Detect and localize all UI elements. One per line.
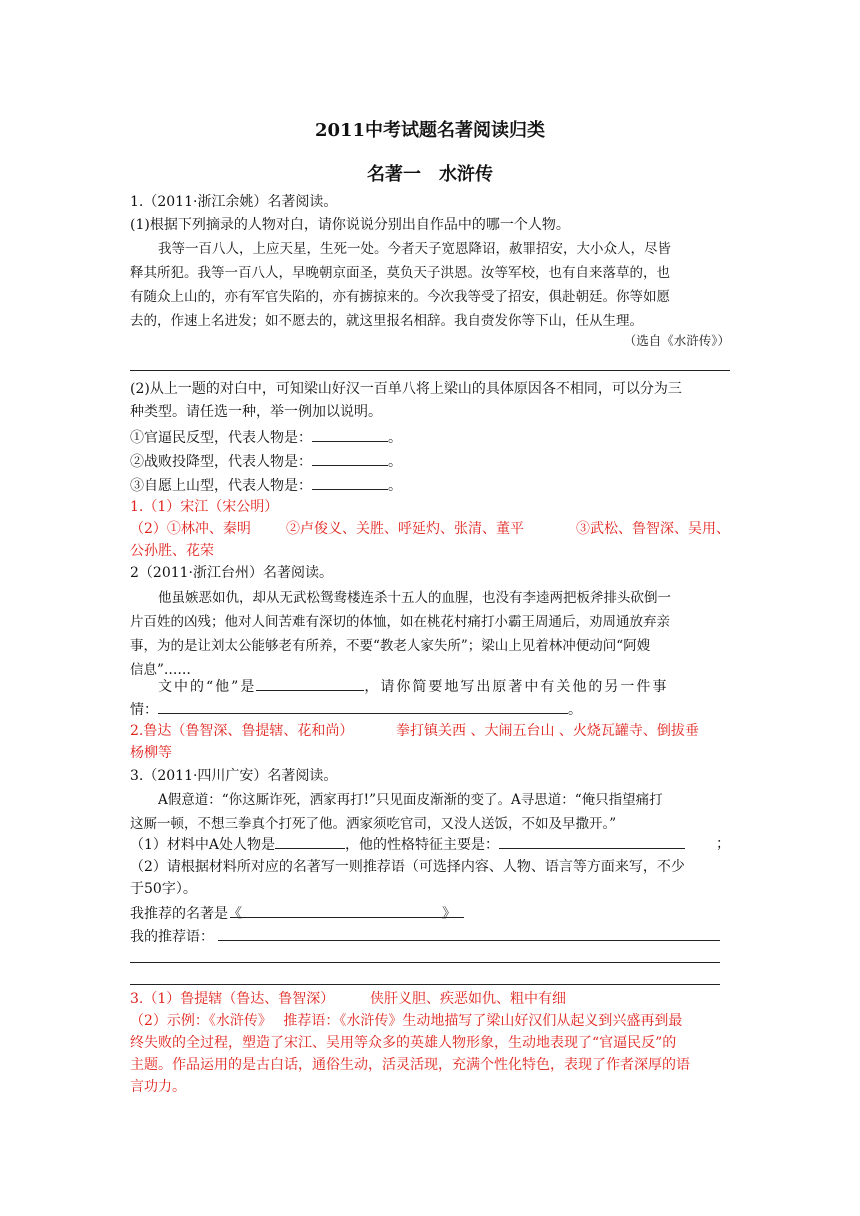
answer-text: 主题。作品运用的是古白话，通俗生动，活灵活现，充满个性化特色，表现了作者深厚的语 [130,1057,690,1073]
fill-blank[interactable] [312,426,388,442]
book-underline [230,917,464,918]
answer-text: 3.（1）鲁提辖（鲁达、鲁智深） [130,991,335,1007]
fill-blank[interactable] [256,675,364,691]
question-1-sub1: (1)根据下列摘录的人物对白，请你说说分别出自作品中的哪一个人物。 [130,217,570,233]
passage-line: 片百姓的凶残；他对人间苦难有深切的体恤，如在桃花村痛打小霸王周通后，劝周通放弃亲 [130,614,670,630]
answer-text: 杨柳等 [130,745,172,761]
answer-text: 终失败的全过程，塑造了宋江、吴用等众多的英雄人物形象，生动地表现了“官逼民反”的 [130,1035,677,1051]
answer-text: 侠肝义胆、疾恶如仇、粗中有细 [370,991,566,1007]
passage-source: （选自《水浒传》） [623,333,730,348]
answer-text: 言功力。 [130,1079,186,1095]
question-2-prompt-cont: 情： 。 [130,698,582,721]
recommend-words-label: 我的推荐语： [130,929,214,945]
fill-blank[interactable] [312,450,388,466]
question-3-sub2-line: 于50字）。 [130,881,197,897]
type-row: ①官逼民反型，代表人物是： 。 [130,426,402,449]
question-3-label: 3.（2011·四川广安）名著阅读。 [130,768,338,784]
type-label: ②战败投降型，代表人物是： [130,454,312,470]
answer-text: 2.鲁达（鲁智深、鲁提辖、花和尚） [130,723,354,739]
passage-line: 事，为的是让刘太公能够老有所养，不要“教老人家失所”；梁山上见着林冲便动问“阿嫂 [130,638,651,654]
recommend-book-row: 我推荐的名著是《 》 [130,902,456,925]
fill-blank[interactable] [242,902,442,918]
section-heading: 名著一 水浒传 [367,164,493,185]
answer-line [130,370,730,371]
passage-line: 去的，作速上名进发；如不愿去的，就这里报名相辞。我自赍发你等下山，任从生理。 [130,313,643,329]
answer-text: ③武松、鲁智深、吴用、 [576,521,730,537]
passage-line: 信息”…… [130,662,191,678]
punctuation: ； [716,836,730,852]
answer-line[interactable] [130,984,720,985]
passage-line: 有随众上山的，亦有军官失陷的，亦有掳掠来的。今次我等受了招安，俱赴朝廷。你等如愿 [130,289,670,305]
answer-text: 拳打镇关西 、大闹五台山 、火烧瓦罐寺、倒拔垂 [396,723,699,739]
answer-line[interactable] [130,962,720,963]
question-2-prompt: 文中的“他”是 ，请你简要地写出原著中有关他的另一件事 [158,675,668,698]
passage-line: 他虽嫉恶如仇，却从无武松鸳鸯楼连杀十五人的血腥，也没有李逵两把板斧排头砍倒一 [158,590,671,606]
answer-text: （2）示例：《水浒传》 推荐语：《水浒传》生动地描写了梁山好汉们从起义到兴盛再到最 [130,1013,683,1029]
passage-line: 这厮一顿，不想三拳真个打死了他。洒家须吃官司，又没人送饭，不如及早撒开。” [130,816,617,832]
answer-text: （2）①林冲、秦明 [130,521,251,537]
passage-line: 释其所犯。我等一百八人，早晚朝京面圣，莫负天子洪恩。汝等军校，也有自来落草的，也 [130,265,670,281]
question-1-label: 1.（2011·浙江余姚）名著阅读。 [130,194,338,210]
passage-line: A假意道：“你这厮诈死，洒家再打!”只见面皮渐渐的变了。A寻思道：“俺只指望痛打 [158,792,663,808]
fill-blank[interactable] [275,833,345,849]
answer-text: ②卢俊义、关胜、呼延灼、张清、董平 [286,521,524,537]
fill-blank[interactable] [312,474,388,490]
answer-text: 公孙胜、花荣 [130,543,214,559]
answer-text: 1.（1）宋江（宋公明） [130,499,279,515]
question-3-sub1: （1）材料中A处人物是 ，他的性格特征主要是： [130,833,685,856]
fill-blank[interactable] [499,833,685,849]
answer-line[interactable] [218,940,720,941]
passage-line: 我等一百八人，上应天星，生死一处。今者天子宽恩降诏，赦罪招安，大小众人，尽皆 [158,241,671,257]
question-2-label: 2（2011·浙江台州）名著阅读。 [130,565,333,581]
fill-blank[interactable] [158,698,568,714]
question-1-sub2-line: 种类型。请任选一种，举一例加以说明。 [130,404,382,420]
document-title: 2011中考试题名著阅读归类 [314,120,546,141]
question-1-sub2-line: (2)从上一题的对白中，可知梁山好汉一百单八将上梁山的具体原因各不相同，可以分为三 [130,381,682,397]
type-row: ②战败投降型，代表人物是： 。 [130,450,402,473]
type-label: ①官逼民反型，代表人物是： [130,430,312,446]
question-3-sub2-line: （2）请根据材料所对应的名著写一则推荐语（可选择内容、人物、语言等方面来写，不少 [130,859,685,875]
type-label: ③自愿上山型，代表人物是： [130,478,312,494]
type-row: ③自愿上山型，代表人物是： 。 [130,474,402,497]
